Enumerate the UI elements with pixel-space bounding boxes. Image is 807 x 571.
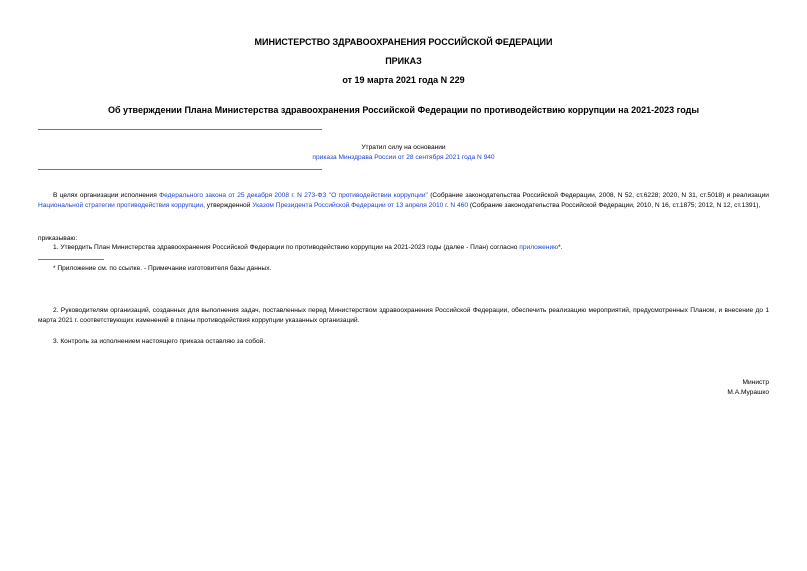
ministry-heading: МИНИСТЕРСТВО ЗДРАВООХРАНЕНИЯ РОССИЙСКОЙ ФЕДЕРАЦИИ <box>254 37 553 47</box>
appendix-link[interactable]: приложению <box>519 244 559 251</box>
document-title: Об утверждении Плана Министерства здравоохранения Российской Федерации по противодействию коррупции на 2021-2023 годы <box>107 105 700 115</box>
signature-name: М.А.Мурашко <box>727 389 769 396</box>
preamble-text-1: В целях организации исполнения <box>53 192 160 199</box>
item-1-text: 1. Утвердить План Министерства здравоохранения Российской Федерации по противодействию коррупции на 2021-2023 годы (далее - План) согласно <box>53 244 520 251</box>
presidential-decree-link[interactable]: Указом Президента Российской Федерации от 13 апреля 2010 г. N 460 <box>252 202 469 209</box>
item-3-paragraph: 3. Контроль за исполнением настоящего приказа оставляю за собой. <box>53 338 266 345</box>
preamble-text-3: , утвержденной <box>203 202 253 209</box>
signature-block <box>727 378 769 398</box>
status-line: Утратил силу на основании <box>361 144 446 151</box>
order-word: приказываю: <box>38 235 78 242</box>
footnote-rule <box>38 259 104 260</box>
footnote-text: * Приложение см. по ссылке. - Примечание изготовителя базы данных. <box>53 265 272 272</box>
preamble-paragraph <box>38 191 769 211</box>
federal-law-link[interactable]: Федерального закона от 25 декабря 2008 г. N 273-ФЗ "О противодействии коррупции" <box>159 192 428 199</box>
preamble-text-2: (Собрание законодательства Российской Федерации, 2008, N 52, ст.6228; 2020, N 31, ст.5018) и реализации <box>427 192 769 199</box>
status-link[interactable]: приказа Минздрава России от 28 сентября 2021 года N 940 <box>312 154 495 161</box>
preamble-text-4: (Собрание законодательства Российской Федерации, 2010, N 16, ст.1875; 2012, N 12, ст.1391), <box>468 202 761 209</box>
signature-position: Министр <box>742 379 769 386</box>
status-bottom-rule <box>38 169 322 170</box>
doc-type-heading: ПРИКАЗ <box>385 56 422 66</box>
status-top-rule <box>38 129 322 130</box>
item-2-paragraph: 2. Руководителям организаций, созданных для выполнения задач, поставленных перед Министерством здравоохранения Российской Федерации, обеспечить реализацию мероприятий, предусмотренных Планом, и внесение до 1 марта 2021 г. соответствующих изменений в планы противодействия коррупции указанных организаций. <box>38 307 769 324</box>
item-1-tail: *. <box>558 244 563 251</box>
national-strategy-link[interactable]: Национальной стратегии противодействия коррупции <box>38 202 204 209</box>
status-notice <box>38 143 769 163</box>
item-1-paragraph <box>38 243 769 253</box>
date-number-heading: от 19 марта 2021 года N 229 <box>342 75 465 85</box>
